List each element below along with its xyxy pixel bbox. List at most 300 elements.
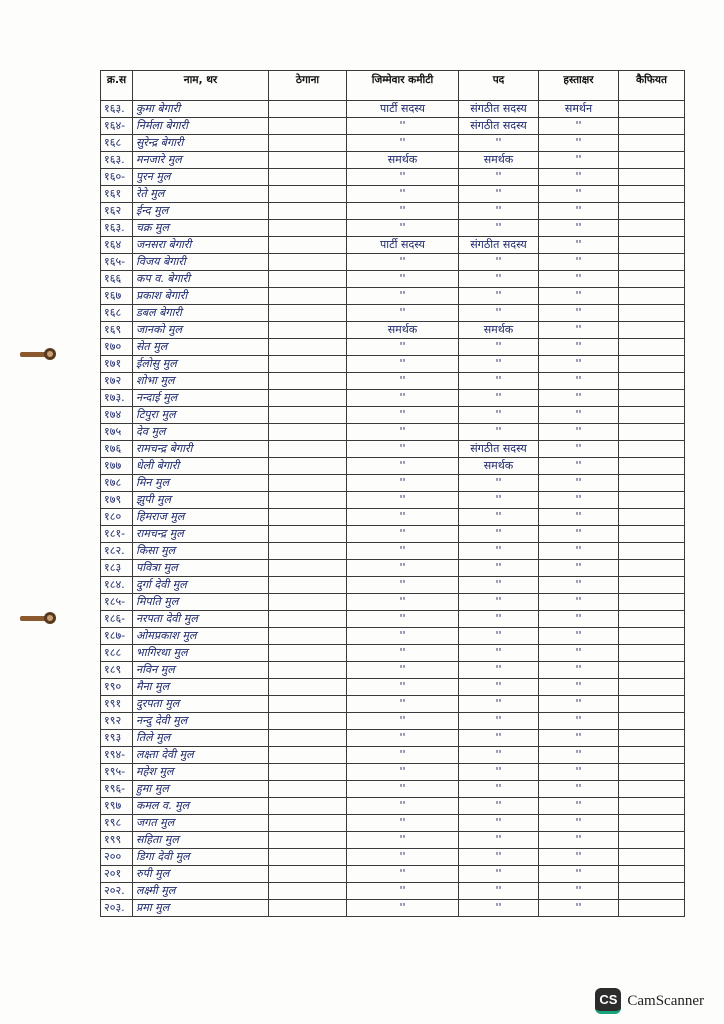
cell-committee: '' — [347, 628, 459, 645]
cell-signature: '' — [539, 611, 619, 628]
ledger-table — [100, 70, 685, 917]
cell-name: रेते मुल — [133, 186, 269, 203]
cell-remarks — [619, 203, 685, 220]
cell-address — [269, 322, 347, 339]
cell-committee: '' — [347, 118, 459, 135]
table-row — [101, 713, 685, 730]
cell-name: नन्दाई मुल — [133, 390, 269, 407]
cell-name: कुमा बेगारी — [133, 101, 269, 118]
table-row — [101, 118, 685, 135]
cell-name: सहिता मुल — [133, 832, 269, 849]
cell-signature: '' — [539, 849, 619, 866]
cell-remarks — [619, 271, 685, 288]
cell-sn: १९० — [101, 679, 133, 696]
cell-post: '' — [459, 679, 539, 696]
col-header-sn: क्र.स — [101, 71, 133, 101]
table-row — [101, 254, 685, 271]
cell-remarks — [619, 186, 685, 203]
cell-signature: '' — [539, 373, 619, 390]
cell-name: महेश मुल — [133, 764, 269, 781]
cell-post: संगठीत सदस्य — [459, 101, 539, 118]
cell-name: नरपता देवी मुल — [133, 611, 269, 628]
cell-signature: '' — [539, 441, 619, 458]
cell-remarks — [619, 254, 685, 271]
binder-ring-bottom — [20, 610, 58, 626]
cell-name: मिपति मुल — [133, 594, 269, 611]
cell-sn: १७८ — [101, 475, 133, 492]
table-row — [101, 424, 685, 441]
cell-remarks — [619, 237, 685, 254]
cell-signature: '' — [539, 356, 619, 373]
cell-remarks — [619, 424, 685, 441]
cell-post: '' — [459, 883, 539, 900]
table-row — [101, 237, 685, 254]
cell-post: '' — [459, 900, 539, 917]
table-row — [101, 594, 685, 611]
table-row — [101, 798, 685, 815]
cell-address — [269, 203, 347, 220]
cell-signature: '' — [539, 339, 619, 356]
cell-sn: १९२ — [101, 713, 133, 730]
cell-name: ईन्द मुल — [133, 203, 269, 220]
cell-address — [269, 713, 347, 730]
cell-remarks — [619, 815, 685, 832]
cell-address — [269, 475, 347, 492]
cell-post: संगठीत सदस्य — [459, 441, 539, 458]
cell-remarks — [619, 730, 685, 747]
cell-signature: '' — [539, 203, 619, 220]
cell-post: '' — [459, 730, 539, 747]
cell-remarks — [619, 509, 685, 526]
cell-name: मनजारे मुल — [133, 152, 269, 169]
cell-remarks — [619, 679, 685, 696]
cell-committee: '' — [347, 271, 459, 288]
cell-address — [269, 577, 347, 594]
cell-name: मिन मुल — [133, 475, 269, 492]
cell-post: '' — [459, 526, 539, 543]
cell-sn: १९७ — [101, 798, 133, 815]
cell-sn: २०१ — [101, 866, 133, 883]
cell-committee: '' — [347, 220, 459, 237]
cell-remarks — [619, 832, 685, 849]
cell-address — [269, 883, 347, 900]
cell-post: '' — [459, 611, 539, 628]
cell-address — [269, 526, 347, 543]
cell-post: '' — [459, 254, 539, 271]
cell-sn: १६६ — [101, 271, 133, 288]
cell-remarks — [619, 135, 685, 152]
cell-signature: '' — [539, 407, 619, 424]
cell-name: चक्र मुल — [133, 220, 269, 237]
cell-remarks — [619, 628, 685, 645]
cell-committee: '' — [347, 832, 459, 849]
cell-post: '' — [459, 169, 539, 186]
cell-sn: १६८ — [101, 135, 133, 152]
cell-name: दुरपता मुल — [133, 696, 269, 713]
cell-address — [269, 900, 347, 917]
cell-name: कमल व. मुल — [133, 798, 269, 815]
cell-signature: '' — [539, 764, 619, 781]
cell-signature: '' — [539, 492, 619, 509]
cell-remarks — [619, 390, 685, 407]
cell-signature: '' — [539, 645, 619, 662]
cell-name: प्रमा मुल — [133, 900, 269, 917]
cell-address — [269, 832, 347, 849]
cell-committee: '' — [347, 645, 459, 662]
col-header-post: पद — [459, 71, 539, 101]
cell-address — [269, 866, 347, 883]
cell-signature: '' — [539, 815, 619, 832]
camscanner-logo-icon: CS — [595, 988, 621, 1014]
cell-address — [269, 509, 347, 526]
cell-name: रामचन्द्र मुल — [133, 526, 269, 543]
camscanner-watermark — [595, 988, 704, 1014]
table-row — [101, 373, 685, 390]
cell-address — [269, 288, 347, 305]
cell-signature: '' — [539, 424, 619, 441]
table-row — [101, 288, 685, 305]
cell-address — [269, 152, 347, 169]
cell-committee: '' — [347, 662, 459, 679]
cell-name: नन्दु देवी मुल — [133, 713, 269, 730]
cell-post: '' — [459, 356, 539, 373]
cell-committee: '' — [347, 390, 459, 407]
cell-address — [269, 543, 347, 560]
cell-name: लक्ष्ता देवी मुल — [133, 747, 269, 764]
table-row — [101, 764, 685, 781]
cell-sn: १६३. — [101, 152, 133, 169]
cell-signature: '' — [539, 577, 619, 594]
cell-committee: '' — [347, 713, 459, 730]
table-row — [101, 883, 685, 900]
cell-post: समर्थक — [459, 152, 539, 169]
cell-committee: '' — [347, 883, 459, 900]
cell-post: '' — [459, 781, 539, 798]
ledger-body — [101, 101, 685, 917]
cell-sn: १९१ — [101, 696, 133, 713]
cell-committee: '' — [347, 169, 459, 186]
table-row — [101, 577, 685, 594]
cell-address — [269, 339, 347, 356]
cell-address — [269, 492, 347, 509]
cell-committee: '' — [347, 441, 459, 458]
cell-committee: '' — [347, 696, 459, 713]
cell-address — [269, 781, 347, 798]
col-header-address: ठेगाना — [269, 71, 347, 101]
table-row — [101, 458, 685, 475]
cell-post: '' — [459, 305, 539, 322]
cell-sn: १६८ — [101, 305, 133, 322]
cell-name: सुरेन्द्र बेगारी — [133, 135, 269, 152]
cell-sn: १८२. — [101, 543, 133, 560]
cell-name: पुरन मुल — [133, 169, 269, 186]
cell-committee: '' — [347, 866, 459, 883]
table-row — [101, 560, 685, 577]
table-row — [101, 866, 685, 883]
cell-post: '' — [459, 186, 539, 203]
camscanner-logo-text: CamScanner — [627, 992, 704, 1009]
cell-post: '' — [459, 645, 539, 662]
cell-post: '' — [459, 560, 539, 577]
cell-sn: १९४- — [101, 747, 133, 764]
cell-name: तिले मुल — [133, 730, 269, 747]
table-row — [101, 628, 685, 645]
cell-signature: '' — [539, 220, 619, 237]
cell-post: '' — [459, 373, 539, 390]
cell-address — [269, 118, 347, 135]
cell-sn: १७९ — [101, 492, 133, 509]
table-row — [101, 322, 685, 339]
cell-address — [269, 407, 347, 424]
cell-committee: '' — [347, 186, 459, 203]
table-row — [101, 271, 685, 288]
cell-name: सेत मुल — [133, 339, 269, 356]
cell-post: '' — [459, 832, 539, 849]
cell-sn: १८४. — [101, 577, 133, 594]
table-row — [101, 730, 685, 747]
cell-signature: '' — [539, 271, 619, 288]
table-row — [101, 356, 685, 373]
cell-post: '' — [459, 543, 539, 560]
table-row — [101, 475, 685, 492]
cell-remarks — [619, 781, 685, 798]
cell-committee: '' — [347, 781, 459, 798]
cell-address — [269, 390, 347, 407]
table-row — [101, 543, 685, 560]
cell-remarks — [619, 339, 685, 356]
table-row — [101, 679, 685, 696]
cell-committee: '' — [347, 900, 459, 917]
cell-committee: समर्थक — [347, 322, 459, 339]
cell-post: '' — [459, 492, 539, 509]
cell-sn: १९५- — [101, 764, 133, 781]
cell-address — [269, 849, 347, 866]
table-row — [101, 305, 685, 322]
cell-post: संगठीत सदस्य — [459, 237, 539, 254]
cell-post: '' — [459, 135, 539, 152]
cell-committee: '' — [347, 373, 459, 390]
col-header-remarks: कैफियत — [619, 71, 685, 101]
cell-remarks — [619, 883, 685, 900]
cell-remarks — [619, 101, 685, 118]
cell-remarks — [619, 594, 685, 611]
table-row — [101, 339, 685, 356]
cell-sn: १८१- — [101, 526, 133, 543]
cell-sn: १७४ — [101, 407, 133, 424]
cell-signature: '' — [539, 883, 619, 900]
cell-signature: '' — [539, 662, 619, 679]
cell-address — [269, 101, 347, 118]
cell-address — [269, 815, 347, 832]
cell-committee: पार्टी सदस्य — [347, 237, 459, 254]
table-row — [101, 390, 685, 407]
cell-post: '' — [459, 594, 539, 611]
cell-committee: पार्टी सदस्य — [347, 101, 459, 118]
cell-address — [269, 237, 347, 254]
cell-address — [269, 560, 347, 577]
cell-signature: '' — [539, 679, 619, 696]
table-row — [101, 492, 685, 509]
cell-sn: १८७- — [101, 628, 133, 645]
cell-post: '' — [459, 815, 539, 832]
cell-signature: '' — [539, 237, 619, 254]
cell-committee: '' — [347, 492, 459, 509]
table-row — [101, 832, 685, 849]
cell-post: '' — [459, 271, 539, 288]
cell-sn: २०२. — [101, 883, 133, 900]
cell-post: '' — [459, 577, 539, 594]
cell-remarks — [619, 866, 685, 883]
cell-name: मैना मुल — [133, 679, 269, 696]
cell-signature: '' — [539, 322, 619, 339]
cell-name: जगत मुल — [133, 815, 269, 832]
cell-sn: १९३ — [101, 730, 133, 747]
member-ledger — [100, 70, 684, 914]
cell-post: '' — [459, 475, 539, 492]
table-row — [101, 509, 685, 526]
binder-ring-top — [20, 346, 58, 362]
cell-remarks — [619, 662, 685, 679]
cell-committee: '' — [347, 577, 459, 594]
cell-committee: '' — [347, 424, 459, 441]
cell-sn: १६७ — [101, 288, 133, 305]
cell-committee: '' — [347, 135, 459, 152]
cell-address — [269, 220, 347, 237]
cell-signature: '' — [539, 135, 619, 152]
cell-remarks — [619, 152, 685, 169]
cell-remarks — [619, 713, 685, 730]
cell-sn: १६९ — [101, 322, 133, 339]
cell-committee: '' — [347, 203, 459, 220]
cell-committee: '' — [347, 611, 459, 628]
cell-name: शोभा मुल — [133, 373, 269, 390]
cell-sn: १६३. — [101, 101, 133, 118]
cell-name: ओमप्रकाश मुल — [133, 628, 269, 645]
cell-post: '' — [459, 849, 539, 866]
cell-address — [269, 798, 347, 815]
cell-address — [269, 458, 347, 475]
cell-sn: १८९ — [101, 662, 133, 679]
cell-post: '' — [459, 662, 539, 679]
cell-committee: समर्थक — [347, 152, 459, 169]
cell-name: जानको मुल — [133, 322, 269, 339]
cell-signature: '' — [539, 713, 619, 730]
cell-address — [269, 356, 347, 373]
cell-remarks — [619, 900, 685, 917]
table-row — [101, 815, 685, 832]
header-row — [101, 71, 685, 101]
cell-address — [269, 169, 347, 186]
cell-committee: '' — [347, 356, 459, 373]
cell-remarks — [619, 764, 685, 781]
cell-sn: २०३. — [101, 900, 133, 917]
cell-remarks — [619, 441, 685, 458]
cell-signature: '' — [539, 288, 619, 305]
table-row — [101, 101, 685, 118]
cell-signature: '' — [539, 594, 619, 611]
cell-post: '' — [459, 764, 539, 781]
cell-signature: '' — [539, 747, 619, 764]
cell-remarks — [619, 849, 685, 866]
cell-address — [269, 254, 347, 271]
cell-remarks — [619, 492, 685, 509]
cell-name: हुमा मुल — [133, 781, 269, 798]
table-row — [101, 696, 685, 713]
cell-address — [269, 696, 347, 713]
cell-sn: १८५- — [101, 594, 133, 611]
cell-post: '' — [459, 696, 539, 713]
cell-remarks — [619, 798, 685, 815]
cell-signature: '' — [539, 832, 619, 849]
cell-remarks — [619, 322, 685, 339]
cell-committee: '' — [347, 679, 459, 696]
cell-post: '' — [459, 509, 539, 526]
cell-committee: '' — [347, 730, 459, 747]
cell-signature: '' — [539, 866, 619, 883]
cell-sn: १७२ — [101, 373, 133, 390]
cell-post: समर्थक — [459, 458, 539, 475]
cell-name: किसा मुल — [133, 543, 269, 560]
cell-sn: १७१ — [101, 356, 133, 373]
cell-name: हिमराज मुल — [133, 509, 269, 526]
cell-address — [269, 441, 347, 458]
cell-remarks — [619, 577, 685, 594]
cell-name: निर्मला बेगारी — [133, 118, 269, 135]
cell-post: '' — [459, 390, 539, 407]
table-row — [101, 662, 685, 679]
cell-committee: '' — [347, 526, 459, 543]
cell-post: '' — [459, 220, 539, 237]
cell-signature: '' — [539, 186, 619, 203]
cell-signature: '' — [539, 152, 619, 169]
cell-committee: '' — [347, 305, 459, 322]
cell-committee: '' — [347, 458, 459, 475]
cell-committee: '' — [347, 764, 459, 781]
cell-remarks — [619, 169, 685, 186]
cell-name: नविन मुल — [133, 662, 269, 679]
cell-post: '' — [459, 628, 539, 645]
cell-signature: '' — [539, 628, 619, 645]
cell-name: कप व. बेगारी — [133, 271, 269, 288]
cell-committee: '' — [347, 509, 459, 526]
cell-sn: १६०- — [101, 169, 133, 186]
cell-sn: १७५ — [101, 424, 133, 441]
cell-remarks — [619, 526, 685, 543]
cell-address — [269, 662, 347, 679]
cell-signature: '' — [539, 900, 619, 917]
table-row — [101, 135, 685, 152]
cell-sn: १६४- — [101, 118, 133, 135]
cell-signature: '' — [539, 696, 619, 713]
cell-signature: '' — [539, 390, 619, 407]
cell-address — [269, 594, 347, 611]
cell-remarks — [619, 696, 685, 713]
cell-name: ईलोसु मुल — [133, 356, 269, 373]
cell-address — [269, 730, 347, 747]
cell-post: '' — [459, 866, 539, 883]
cell-signature: समर्थन — [539, 101, 619, 118]
cell-sn: १७७ — [101, 458, 133, 475]
cell-signature: '' — [539, 798, 619, 815]
cell-name: भागिरथा मुल — [133, 645, 269, 662]
cell-address — [269, 764, 347, 781]
cell-address — [269, 424, 347, 441]
table-row — [101, 441, 685, 458]
cell-sn: १६२ — [101, 203, 133, 220]
cell-remarks — [619, 747, 685, 764]
cell-sn: १९८ — [101, 815, 133, 832]
table-row — [101, 203, 685, 220]
